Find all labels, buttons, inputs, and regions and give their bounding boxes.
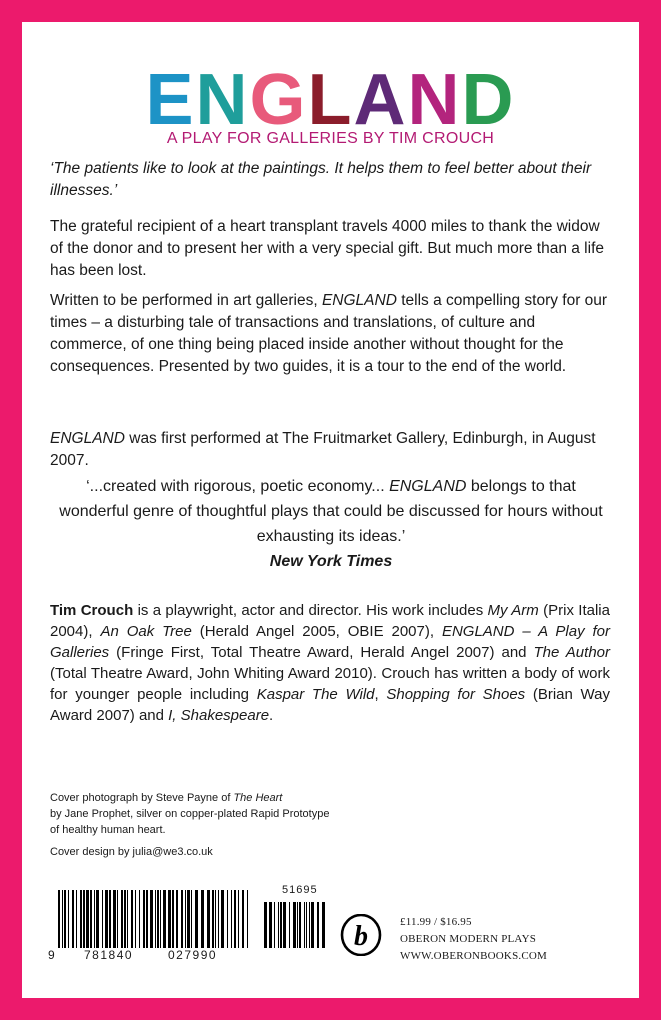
author-bio [50,600,610,726]
publisher-url[interactable]: WWW.OBERONBOOKS.COM [400,950,548,962]
barcode-bar [163,890,166,948]
barcode-bar [181,890,183,948]
synopsis-text: The grateful recipient of a heart transplant travels 4000 miles to thank the widow of the donor and to present her with a very special gift. But much more than a life has been lost. [50,218,604,279]
barcode-bar [121,890,123,948]
barcode-bar [297,902,298,948]
subtitle: A PLAY FOR GALLERIES BY TIM CROUCH [166,130,495,147]
addon-code: 51695 [282,884,318,896]
description-text: tells a compelling story for our times – a disturbing tale of transactions and translations, of culture and commerce, of one thing being placed inside another without thought for the consequences. Presented by two guides, it is a tour to the end of the world. [50,292,608,375]
work-title: An Oak Tree [100,623,192,640]
review-part2: belongs to that wonderful genre of thoughtful plays that could be discussed for hours without exhausting its ideas.’ [59,478,603,545]
barcode-bar [299,902,301,948]
isbn-group-1: 781840 [84,948,134,962]
isbn-barcode [48,880,344,972]
photo-credit: Cover photograph by Steve Payne of [50,792,234,804]
barcode-bar [124,890,126,948]
barcode-bar [58,890,60,948]
work-title: Shopping for Shoes [386,686,526,703]
barcode-bar [102,890,103,948]
barcode-bar [212,890,214,948]
barcode-bar [80,890,82,948]
barcode-bar [172,890,174,948]
barcode-bar [146,890,148,948]
price: £11.99 / $16.95 [400,916,472,928]
barcode-bar [135,890,136,948]
barcode-bar [264,902,267,948]
barcode-bar [289,902,290,948]
barcode-bar [311,902,314,948]
title-letter: N [195,60,250,140]
bio-text: , [374,686,387,703]
play-title-inline: ENGLAND [321,292,397,309]
title-letter: E [145,60,196,140]
back-cover [22,22,639,998]
barcode-bar [227,890,228,948]
bio-text: (Total Theatre Award, John Whiting Award 2010). Crouch has written a body of work for younger people including [50,665,610,703]
barcode-bar [64,890,66,948]
description-paragraph [50,290,612,378]
barcode-bar [304,902,305,948]
addon-barcode-bars [264,902,326,948]
barcode-bar [131,890,133,948]
bio-text: (Fringe First, Total Theatre Award, Herald Angel 2007) and [109,644,534,661]
play-title-inline: ENGLAND [50,430,125,447]
title-letter: L [307,60,354,140]
barcode-bar [215,890,216,948]
barcode-bars [58,890,248,948]
premiere-paragraph [50,428,612,472]
design-credit: Cover design by julia@we3.co.uk [50,846,213,858]
barcode-bar [139,890,140,948]
barcode-bar [83,890,85,948]
barcode-bar [278,902,279,948]
svg-text:b: b [354,921,368,952]
barcode-bar [94,890,95,948]
barcode-bar [117,890,118,948]
barcode-bar [76,890,77,948]
title-letter: D [461,60,516,140]
barcode-bar [274,902,275,948]
author-name: Tim Crouch [50,602,134,619]
book-title [22,60,639,140]
barcode-bar [155,890,156,948]
barcode-bar [280,902,282,948]
barcode-bar [109,890,111,948]
barcode-bar [150,890,153,948]
barcode-bar [207,890,210,948]
synopsis-paragraph [50,216,612,282]
work-title: ENGLAND – A Play for Galleries [50,623,611,661]
work-title: The Author [533,644,610,661]
cover-credits [50,790,410,860]
review-part1: ‘...created with rigorous, poetic economy... [86,478,390,495]
work-title: Kaspar The Wild [256,686,375,703]
barcode-bar [238,890,239,948]
bio-text: is a playwright, actor and director. His work includes [133,602,488,619]
barcode-bar [160,890,161,948]
barcode-bar [168,890,171,948]
barcode-bar [143,890,145,948]
barcode-bar [105,890,108,948]
review-source: New York Times [269,553,393,570]
publisher-block [400,914,547,965]
barcode-bar [218,890,219,948]
barcode-bar [187,890,190,948]
barcode-bar [283,902,286,948]
series-name: OBERON MODERN PLAYS [400,933,537,945]
barcode-bar [176,890,178,948]
opening-quote [50,158,612,202]
barcode-bar [317,902,319,948]
title-letter: A [353,60,408,140]
bio-text: (Prix Italia 2004), [50,602,610,640]
barcode-bar [62,890,63,948]
barcode-bar [185,890,186,948]
photo-credit-line3: of healthy human heart. [50,824,166,836]
isbn-lead-digit: 9 [48,948,55,962]
barcode-bar [96,890,99,948]
bio-text: (Herald Angel 2005, OBIE 2007), [191,623,442,640]
barcode-bar [221,890,224,948]
photo-credit-line2: by Jane Prophet, silver on copper-plated Rapid Prototype [50,808,330,820]
opening-quote-text: ‘The patients like to look at the paintings. It helps them to feel better about their illnesses.’ [50,160,592,199]
barcode-bar [127,890,128,948]
barcode-bar [247,890,248,948]
barcode-bar [86,890,89,948]
bio-text: (Brian Way Award 2007) and [50,686,610,724]
barcode-bar [234,890,236,948]
oberon-b-logo-icon [340,914,382,956]
barcode-bar [231,890,232,948]
play-title-inline: ENGLAND [389,478,467,495]
barcode-bar [72,890,74,948]
description-prefix: Written to be performed in art galleries, [50,292,322,309]
barcode-bar [269,902,272,948]
barcode-bar [201,890,204,948]
premiere-text: was first performed at The Fruitmarket Gallery, Edinburgh, in August 2007. [50,430,596,469]
photo-work-title: The Heart [233,792,283,804]
title-letter: N [407,60,462,140]
barcode-bar [242,890,244,948]
barcode-bar [157,890,159,948]
title-letter: G [249,60,308,140]
bio-text: . [269,707,274,724]
barcode-bar [68,890,69,948]
barcode-bar [309,902,310,948]
barcode-bar [195,890,198,948]
isbn-group-2: 027990 [168,948,218,962]
work-title: My Arm [487,602,539,619]
barcode-bar [113,890,116,948]
barcode-bar [322,902,325,948]
press-review [50,474,612,574]
barcode-bar [90,890,92,948]
barcode-bar [293,902,296,948]
work-title: I, Shakespeare [168,707,270,724]
barcode-bar [191,890,192,948]
barcode-bar [306,902,307,948]
